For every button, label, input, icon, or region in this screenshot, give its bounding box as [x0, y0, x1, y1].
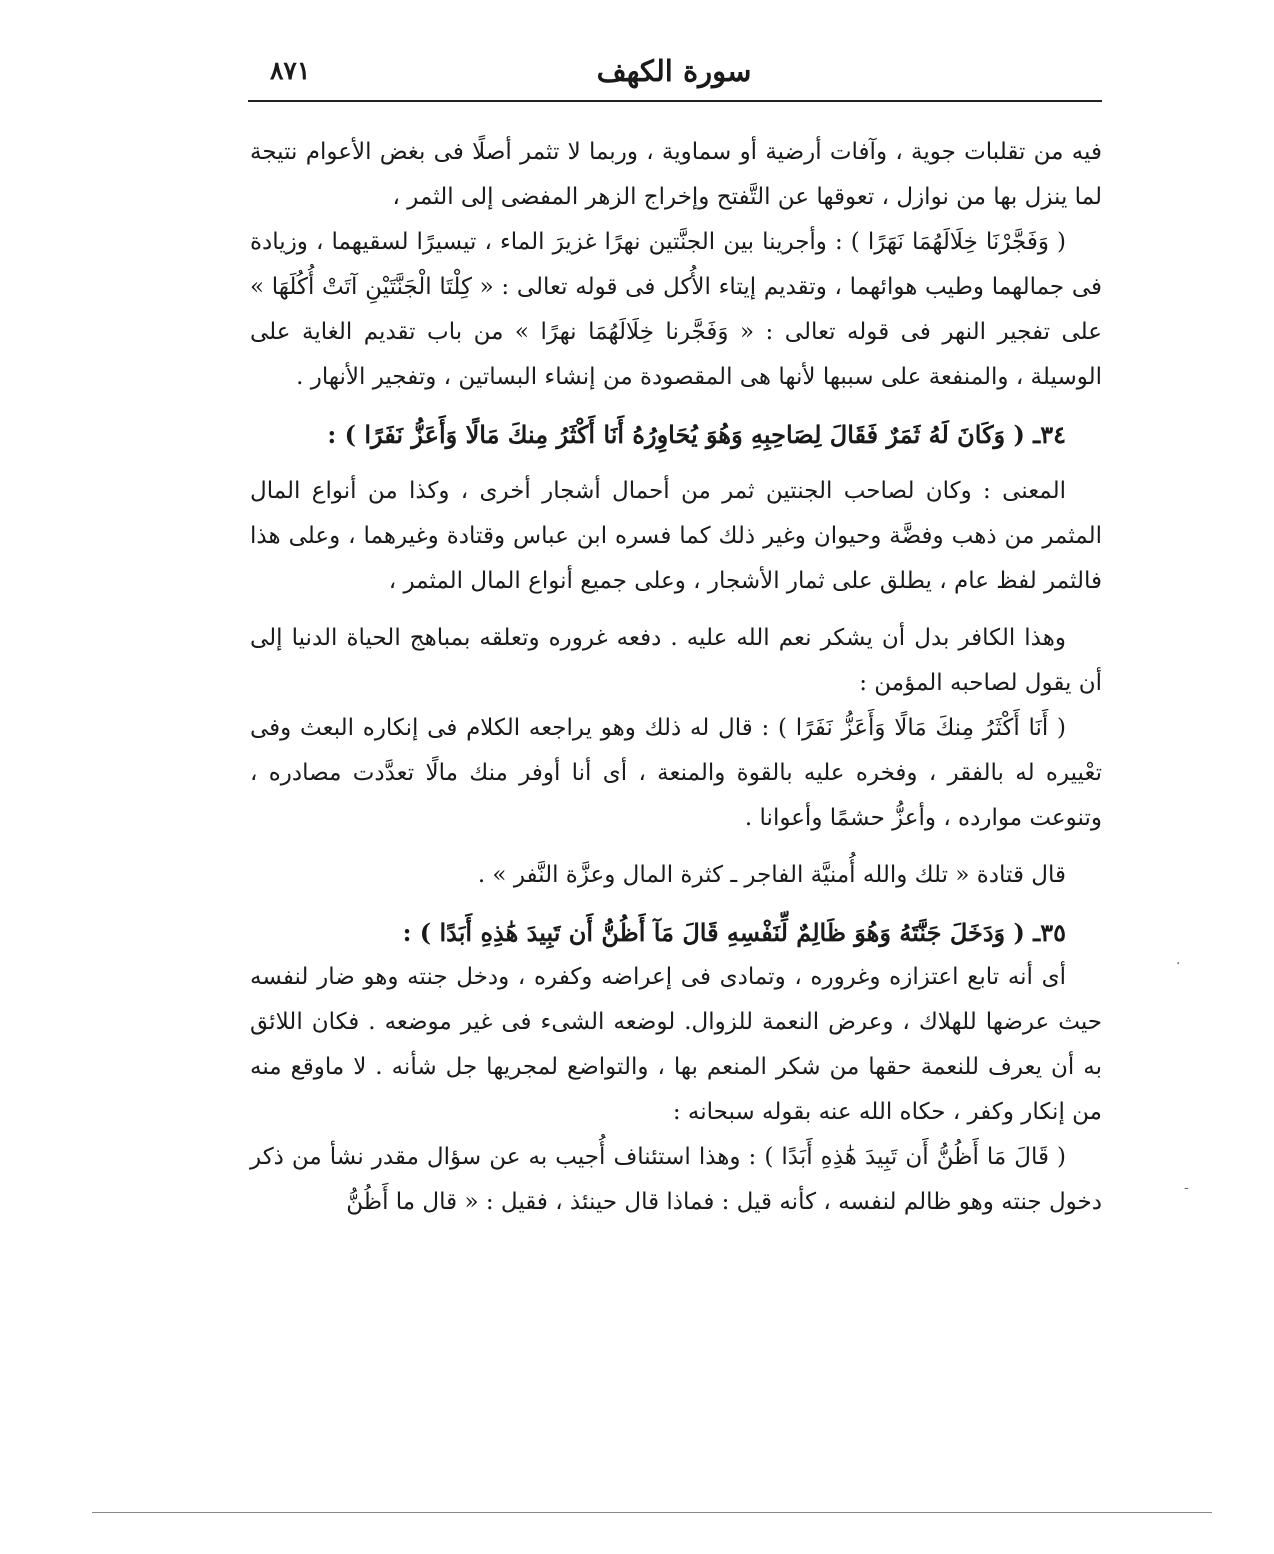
page-header: [248, 52, 1100, 96]
paragraph-1: فيه من تقلبات جوية ، وآفات أرضية أو سماوية ، وربما لا تثمر أصلًا فى بغض الأعوام نتيجة لما ينزل بها من نوازل ، تعوقها عن التَّفتح وإخراج الزهر المفضى إلى الثمر ،: [250, 139, 1102, 210]
margin-speck: -: [1184, 1180, 1189, 1196]
scan-edge-line: [92, 1512, 1212, 1513]
page-body: [250, 130, 1102, 1225]
page-number: ٨٧١: [270, 56, 311, 85]
verse-34-heading: ٣٤ـ ( وَكَانَ لَهُ ثَمَرٌ فَقَالَ لِصَاحِبِهِ وَهُوَ يُحَاوِرُهُ أَنَا أَكْثَرُ مِنكَ مَالًا وَأَعَزُّ نَفَرًا ) :: [327, 420, 1066, 449]
header-divider: [248, 100, 1102, 102]
paragraph-explanation: أى أنه تابع اعتزازه وغروره ، وتمادى فى إعراضه وكفره ، ودخل جنته وهو ضار لنفسه حيث عرضها للهلاك ، وعرض النعمة للزوال. لوضعه الشىء فى غير موضعه . فكان اللائق به أن يعرف للنعمة حقها من شكر المنعم بها ، والتواضع لمجريها جل شأنه . لا ماوقع منه من إنكار وكفر ، حكاه الله عنه بقوله سبحانه :: [250, 964, 1102, 1125]
paragraph-last: ( قَالَ مَا أَظُنُّ أَن تَبِيدَ هَٰذِهِ أَبَدًا ) : وهذا استئناف أُجيب به عن سؤال مقدر نشأ من ذكر دخول جنته وهو ظالم لنفسه ، كأنه قيل : فماذا قال حينئذ ، فقيل : « قال ما أَظُنُّ: [250, 1144, 1102, 1215]
margin-speck: ·: [1176, 956, 1181, 972]
paragraph-2: ( وَفَجَّرْنَا خِلَالَهُمَا نَهَرًا ) : وأجرينا بين الجنَّتين نهرًا غزيرَ الماء ، تيسيرًا لسقيهما ، وزيادة فى جمالهما وطيب هوائهما ، وتقديم إيتاء الأُكل فى قوله تعالى : « كِلْتَا الْجَنَّتَيْنِ آتَتْ أُكُلَهَا » على تفجير النهر فى قوله تعالى : « وَفَجَّرنا خِلَالَهُمَا نهرًا » من باب تقديم الغاية على الوسيلة ، والمنفعة على سببها لأنها هى المقصودة من إنشاء البساتين ، وتفجير الأنهار .: [250, 229, 1102, 390]
paragraph-disbeliever: وهذا الكافر بدل أن يشكر نعم الله عليه . دفعه غروره وتعلقه بمباهج الحياة الدنيا إلى أن يقول لصاحبه المؤمن :: [250, 625, 1102, 696]
paragraph-meaning: المعنى : وكان لصاحب الجنتين ثمر من أحمال أشجار أخرى ، وكذا من أنواع المال المثمر من ذهب وفضَّة وحيوان وغير ذلك كما فسره ابن عباس وقتادة وغيرهما ، وعلى هذا فالثمر لفظ عام ، يطلق على ثمار الأشجار ، وعلى جميع أنواع المال المثمر ،: [250, 478, 1102, 594]
paragraph-qatada: قال قتادة « تلك والله أُمنيَّة الفاجر ـ كثرة المال وعزَّة النَّفر » .: [477, 862, 1066, 888]
paragraph-ana-akthar: ( أَنَا أَكْثَرُ مِنكَ مَالًا وَأَعَزُّ نَفَرًا ) : قال له ذلك وهو يراجعه الكلام فى إنكاره البعث وفى تعْييره له بالفقر ، وفخره عليه بالقوة والمنعة ، أى أنا أوفر منك مالًا تعدَّدت مصادره ، وتنوعت موارده ، وأعزُّ حشمًا وأعوانا .: [250, 715, 1102, 831]
surah-title: سورة الكهف: [596, 54, 752, 88]
verse-35-heading: ٣٥ـ ( وَدَخَلَ جَنَّتَهُ وَهُوَ ظَالِمٌ لِّنَفْسِهِ قَالَ مَآ أَظُنُّ أَن تَبِيدَ هَٰذِهِ أَبَدًا ) :: [402, 918, 1066, 947]
